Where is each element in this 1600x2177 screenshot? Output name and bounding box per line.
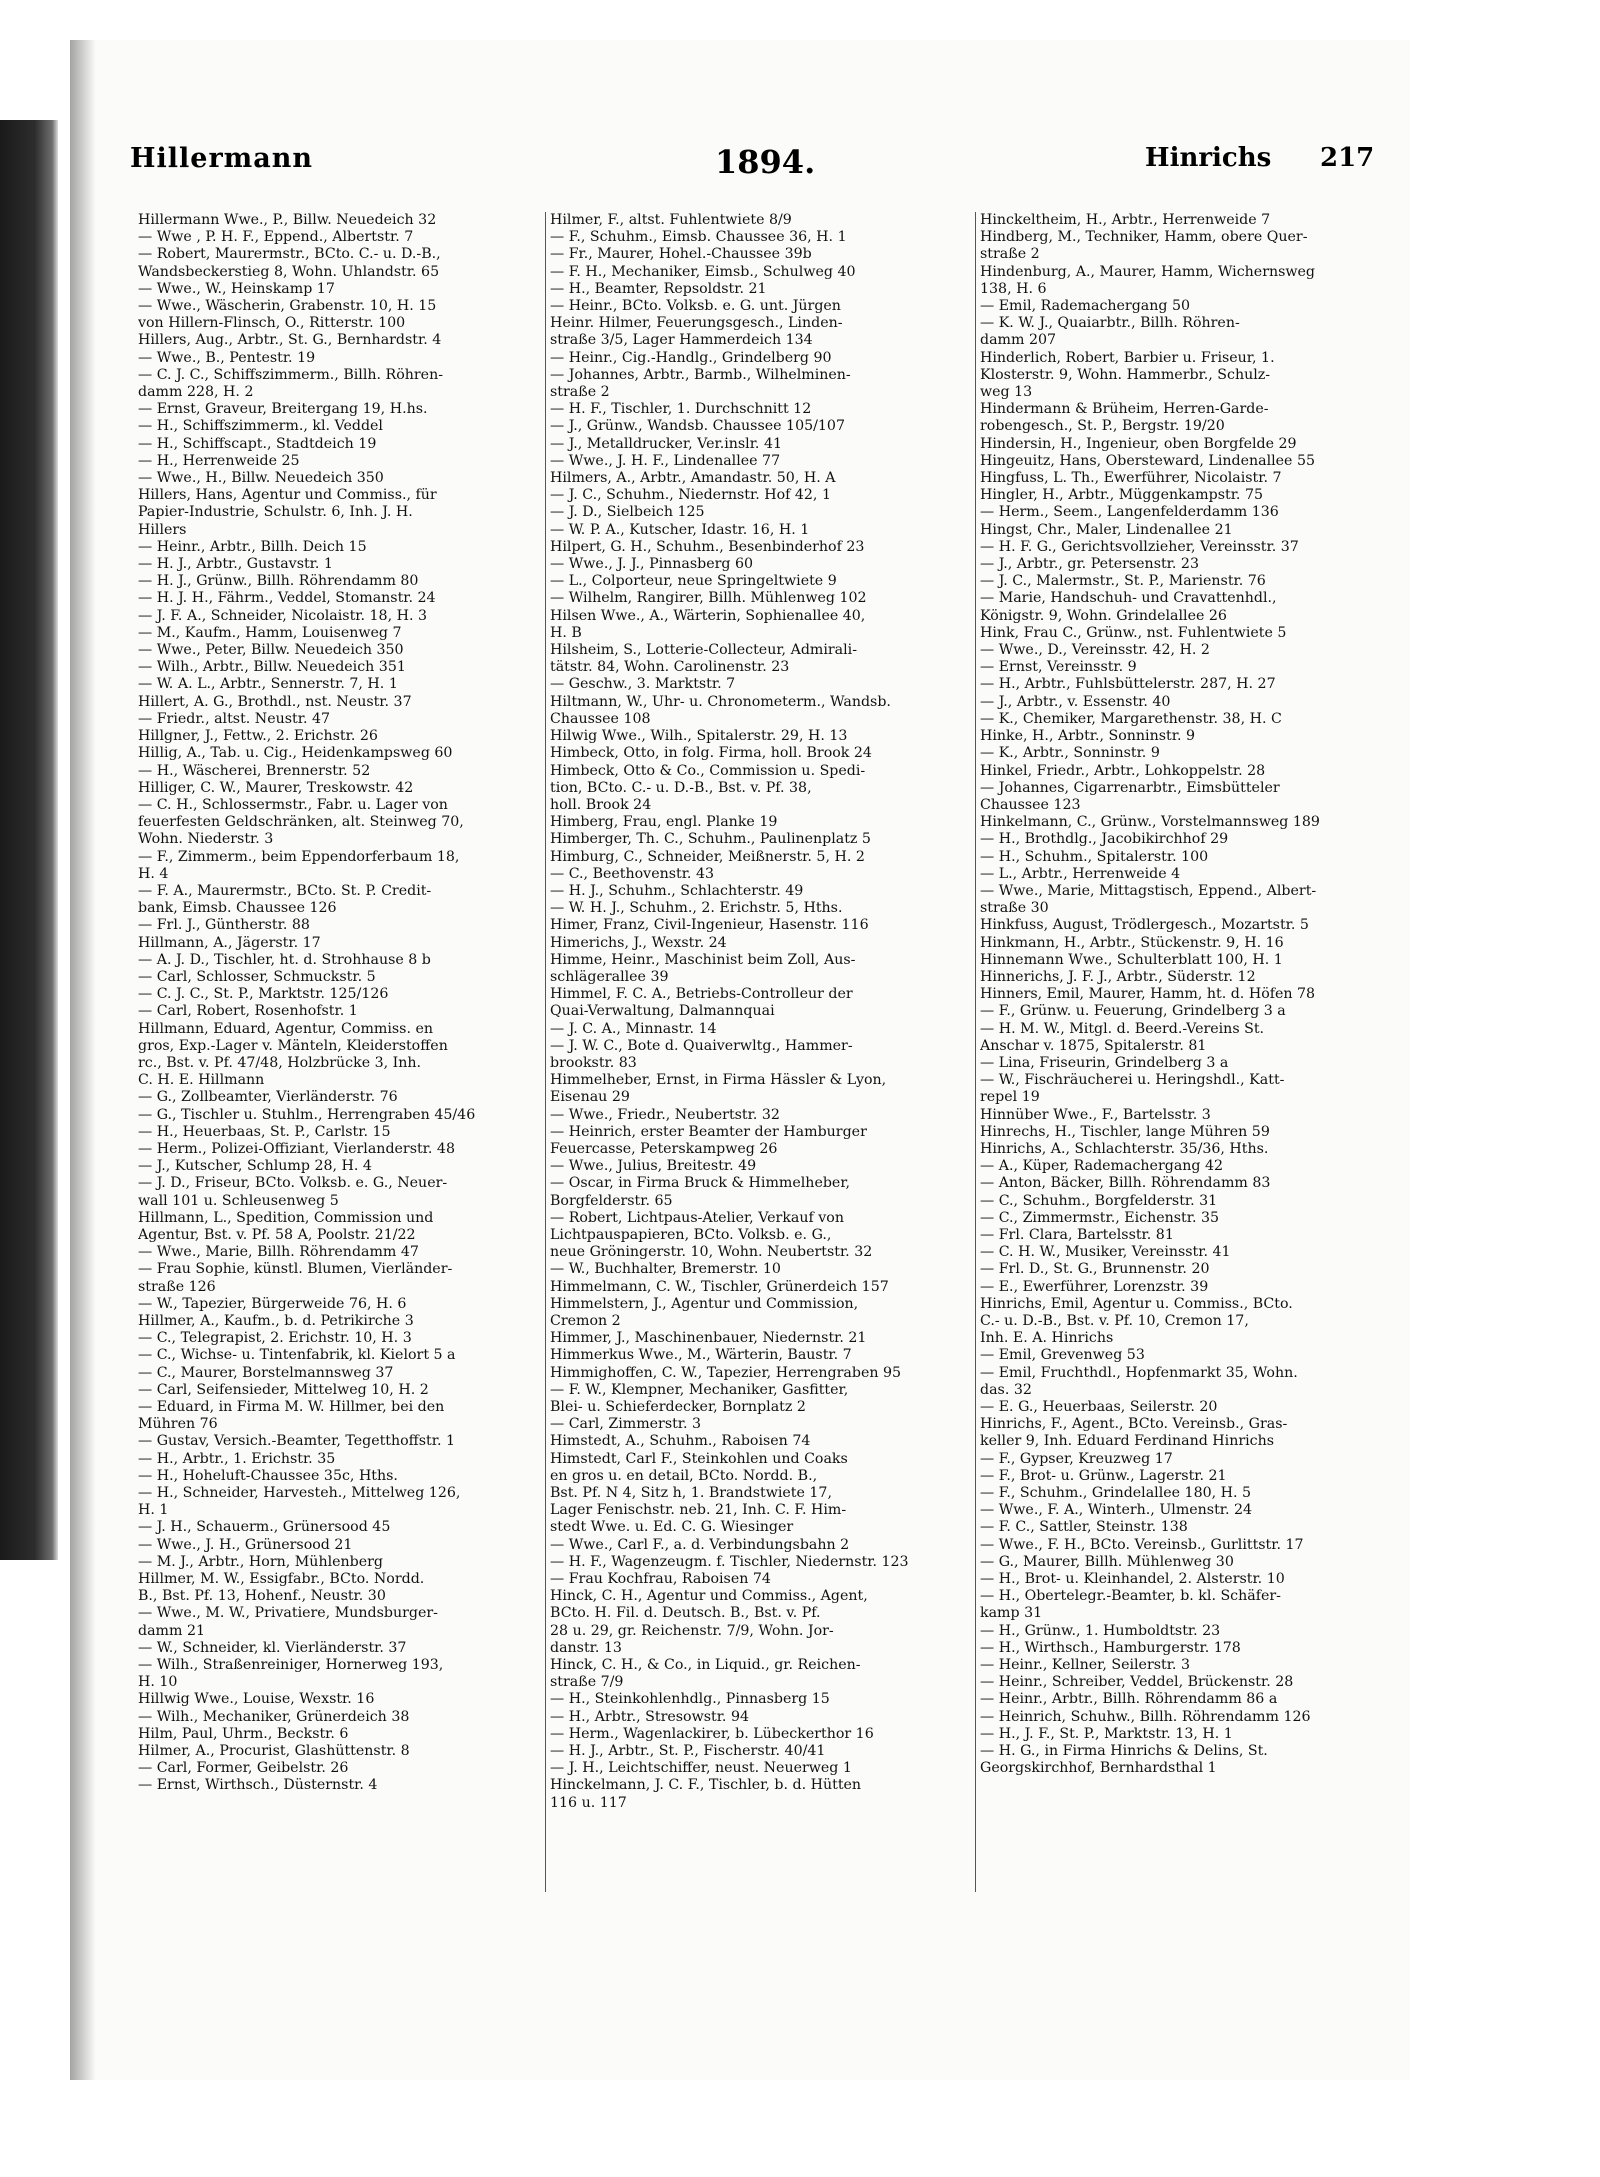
directory-entry-line: — Heinr., Arbtr., Billh. Röhrendamm 86 a: [980, 1691, 1278, 1708]
directory-entry-line: Hinners, Emil, Maurer, Hamm, ht. d. Höfen 78: [980, 986, 1316, 1003]
directory-entry-line: — A. J. D., Tischler, ht. d. Strohhause 8 b: [138, 951, 431, 968]
directory-entry-line: Quai-Verwaltung, Dalmannquai: [550, 1003, 775, 1020]
directory-entry-line: H. 1: [138, 1502, 169, 1519]
directory-entry-line: Hinke, H., Arbtr., Sonninstr. 9: [980, 728, 1195, 745]
directory-entry-line: Hinkelmann, C., Grünw., Vorstelmannsweg 189: [980, 814, 1320, 831]
directory-entry-line: Hilmer, F., altst. Fuhlentwiete 8/9: [550, 212, 792, 228]
directory-entry-line: — J., Grünw., Wandsb. Chaussee 105/107: [550, 418, 845, 435]
directory-entry-line: Inh. E. A. Hinrichs: [980, 1330, 1114, 1347]
directory-entry-line: — Wwe , P. H. F., Eppend., Albertstr. 7: [138, 229, 414, 246]
directory-entry-line: Himme, Heinr., Maschinist beim Zoll, Aus-: [550, 951, 856, 968]
directory-entry-line: — Heinrich, erster Beamter der Hamburger: [550, 1123, 867, 1140]
directory-entry-line: Hinckelmann, J. C. F., Tischler, b. d. Hütten: [550, 1777, 862, 1794]
directory-entry-line: holl. Brook 24: [550, 796, 652, 813]
directory-entry-line: — Johannes, Arbtr., Barmb., Wilhelminen-: [550, 366, 851, 383]
directory-entry-line: — Johannes, Cigarrenarbtr., Eimsbütteler: [980, 779, 1280, 796]
directory-entry-line: Hillwig Wwe., Louise, Wexstr. 16: [138, 1691, 375, 1708]
directory-entry-line: robengesch., St. P., Bergstr. 19/20: [980, 418, 1225, 435]
directory-entry-line: — H., Obertelegr.-Beamter, b. kl. Schäfer-: [980, 1588, 1281, 1605]
directory-entry-line: — H., J. F., St. P., Marktstr. 13, H. 1: [980, 1725, 1233, 1742]
directory-entry-line: — J. F. A., Schneider, Nicolaistr. 18, H. 3: [138, 607, 428, 624]
directory-entry-line: Hinck, C. H., & Co., in Liquid., gr. Reichen-: [550, 1657, 861, 1674]
directory-entry-line: — H., Arbtr., 1. Erichstr. 35: [138, 1450, 336, 1467]
directory-entry-line: — H. J., Arbtr., St. P., Fischerstr. 40/41: [550, 1743, 826, 1760]
directory-entry-line: Hindermann & Brüheim, Herren-Garde-: [980, 401, 1269, 418]
directory-entry-line: H. 10: [138, 1674, 178, 1691]
directory-entry-line: Hindenburg, A., Maurer, Hamm, Wichernsweg: [980, 263, 1316, 280]
directory-entry-line: straße 126: [138, 1278, 216, 1295]
directory-entry-line: — Herm., Polizei-Offiziant, Vierlanderstr. 48: [138, 1140, 455, 1157]
directory-entry-line: — Carl, Seifensieder, Mittelweg 10, H. 2: [138, 1381, 429, 1398]
directory-entry-line: Himmerkus Wwe., M., Wärterin, Baustr. 7: [550, 1347, 852, 1364]
directory-entry-line: Himberg, Frau, engl. Planke 19: [550, 814, 778, 831]
directory-entry-line: — W., Buchhalter, Bremerstr. 10: [550, 1261, 781, 1278]
directory-entry-line: Himmelmann, C. W., Tischler, Grünerdeich 157: [550, 1278, 889, 1295]
directory-entry-line: tion, BCto. C.- u. D.-B., Bst. v. Pf. 38,: [550, 779, 812, 796]
directory-entry-line: Mühren 76: [138, 1416, 218, 1433]
directory-entry-line: Hillmann, A., Jägerstr. 17: [138, 934, 321, 951]
directory-entry-line: — K., Chemiker, Margarethenstr. 38, H. C: [980, 710, 1282, 727]
directory-entry-line: — F., Brot- u. Grünw., Lagerstr. 21: [980, 1467, 1227, 1484]
directory-entry-line: Hilsheim, S., Lotterie-Collecteur, Admirali-: [550, 642, 858, 659]
directory-entry-line: — C., Telegrapist, 2. Erichstr. 10, H. 3: [138, 1330, 412, 1347]
directory-entry-line: — Wwe., Friedr., Neubertstr. 32: [550, 1106, 780, 1123]
directory-entry-line: — Carl, Schlosser, Schmuckstr. 5: [138, 968, 376, 985]
directory-entry-line: — H., Arbtr., Stresowstr. 94: [550, 1708, 750, 1725]
directory-entry-line: Hillmer, M. W., Essigfabr., BCto. Nordd.: [138, 1571, 425, 1588]
directory-entry-line: Himmer, J., Maschinenbauer, Niedernstr. 21: [550, 1330, 867, 1347]
directory-entry-line: — Heinr., Arbtr., Billh. Deich 15: [138, 538, 367, 555]
directory-entry-line: Hink, Frau C., Grünw., nst. Fuhlentwiete 5: [980, 624, 1287, 641]
directory-entry-line: — H., Schiffszimmerm., kl. Veddel: [138, 418, 383, 435]
directory-entry-line: Hinck, C. H., Agentur und Commiss., Agent,: [550, 1588, 868, 1605]
directory-entry-line: straße 7/9: [550, 1674, 624, 1691]
directory-entry-line: Hillert, A. G., Brothdl., nst. Neustr. 37: [138, 693, 412, 710]
scanner-left-edge: [0, 120, 58, 1560]
directory-entry-line: Hinkel, Friedr., Arbtr., Lohkoppelstr. 28: [980, 762, 1266, 779]
directory-entry-line: Himer, Franz, Civil-Ingenieur, Hasenstr. 116: [550, 917, 869, 934]
directory-entry-line: Hillmann, L., Spedition, Commission und: [138, 1209, 434, 1226]
directory-entry-line: — H., Herrenweide 25: [138, 452, 300, 469]
directory-entry-line: — Marie, Handschuh- und Cravattenhdl.,: [980, 590, 1277, 607]
directory-entry-line: stedt Wwe. u. Ed. C. G. Wiesinger: [550, 1519, 794, 1536]
directory-entry-line: Hilsen Wwe., A., Wärterin, Sophienallee 40,: [550, 607, 866, 624]
directory-entry-line: — Heinr., Cig.-Handlg., Grindelberg 90: [550, 349, 832, 366]
directory-entry-line: — H., Heuerbaas, St. P., Carlstr. 15: [138, 1123, 391, 1140]
directory-entry-line: — Heinrich, Schuhw., Billh. Röhrendamm 126: [980, 1708, 1311, 1725]
directory-entry-line: — F. A., Maurermstr., BCto. St. P. Credit-: [138, 882, 432, 899]
directory-entry-line: keller 9, Inh. Eduard Ferdinand Hinrichs: [980, 1433, 1275, 1450]
directory-entry-line: — H., Brothdlg., Jacobikirchhof 29: [980, 831, 1229, 848]
directory-entry-line: — Wwe., F. H., BCto. Vereinsb., Gurlittstr. 17: [980, 1536, 1304, 1553]
directory-entry-line: damm 228, H. 2: [138, 384, 254, 401]
directory-entry-line: — Wwe., F. A., Winterh., Ulmenstr. 24: [980, 1502, 1253, 1519]
directory-entry-line: — F., Schuhm., Eimsb. Chaussee 36, H. 1: [550, 229, 847, 246]
directory-entry-line: Hinnemann Wwe., Schulterblatt 100, H. 1: [980, 951, 1283, 968]
directory-entry-line: straße 30: [980, 900, 1049, 917]
directory-entry-line: Hingler, H., Arbtr., Müggenkampstr. 75: [980, 487, 1263, 504]
directory-entry-line: Klosterstr. 9, Wohn. Hammerbr., Schulz-: [980, 366, 1271, 383]
directory-entry-line: Borgfelderstr. 65: [550, 1192, 673, 1209]
running-head-right: Hinrichs: [1145, 143, 1272, 173]
running-head-left: Hillermann: [130, 143, 314, 174]
directory-entry-line: Hinrichs, F., Agent., BCto. Vereinsb., Gras-: [980, 1416, 1288, 1433]
directory-entry-line: Papier-Industrie, Schulstr. 6, Inh. J. H.: [138, 504, 413, 521]
directory-entry-line: — H., Wirthsch., Hamburgerstr. 178: [980, 1639, 1241, 1656]
directory-entry-line: Wandsbeckerstieg 8, Wohn. Uhlandstr. 65: [138, 263, 440, 280]
directory-entry-line: Hinrechs, H., Tischler, lange Mühren 59: [980, 1123, 1270, 1140]
directory-entry-line: — J., Metalldrucker, Ver.inslr. 41: [550, 435, 783, 452]
directory-entry-line: Himbeck, Otto, in folg. Firma, holl. Brook 24: [550, 745, 872, 762]
directory-entry-line: — C., Schuhm., Borgfelderstr. 31: [980, 1192, 1218, 1209]
directory-entry-line: — H. J., Schuhm., Schlachterstr. 49: [550, 882, 804, 899]
directory-entry-line: Hinkfuss, August, Trödlergesch., Mozartstr. 5: [980, 917, 1309, 934]
directory-entry-line: — J. H., Schauerm., Grünersood 45: [138, 1519, 391, 1536]
directory-entry-line: — H., Steinkohlenhdlg., Pinnasberg 15: [550, 1691, 830, 1708]
directory-entry-line: — Heinr., BCto. Volksb. e. G. unt. Jürgen: [550, 298, 841, 315]
directory-entry-line: — F., Grünw. u. Feuerung, Grindelberg 3 a: [980, 1003, 1286, 1020]
directory-entry-line: BCto. H. Fil. d. Deutsch. B., Bst. v. Pf.: [550, 1605, 821, 1622]
directory-entry-line: — C., Beethovenstr. 43: [550, 865, 714, 882]
directory-entry-line: — C. H. W., Musiker, Vereinsstr. 41: [980, 1244, 1231, 1261]
directory-entry-line: weg 13: [980, 384, 1033, 401]
directory-entry-line: — Emil, Rademachergang 50: [980, 298, 1191, 315]
directory-entry-line: — H. F., Wagenzeugm. f. Tischler, Niedernstr. 123: [550, 1553, 909, 1570]
directory-entry-line: B., Bst. Pf. 13, Hohenf., Neustr. 30: [138, 1588, 386, 1605]
directory-entry-line: — Carl, Zimmerstr. 3: [550, 1416, 702, 1433]
directory-column-2: [550, 212, 942, 1812]
directory-entry-line: straße 3/5, Lager Hammerdeich 134: [550, 332, 813, 349]
directory-entry-line: — Wwe., Julius, Breitestr. 49: [550, 1158, 757, 1175]
directory-entry-line: — Wwe., J. H., Grünersood 21: [138, 1536, 353, 1553]
directory-entry-line: — W., Tapezier, Bürgerweide 76, H. 6: [138, 1295, 407, 1312]
directory-entry-line: — Wwe., W., Heinskamp 17: [138, 280, 335, 297]
page-number: 217: [1320, 143, 1375, 173]
directory-entry-line: — H. J., Grünw., Billh. Röhrendamm 80: [138, 573, 419, 590]
directory-entry-line: Himstedt, A., Schuhm., Raboisen 74: [550, 1433, 811, 1450]
directory-entry-line: neue Gröningerstr. 10, Wohn. Neubertstr. 32: [550, 1244, 873, 1261]
directory-entry-line: H. 4: [138, 865, 169, 882]
directory-entry-line: rc., Bst. v. Pf. 47/48, Holzbrücke 3, Inh.: [138, 1054, 422, 1071]
directory-entry-line: Hingeuitz, Hans, Obersteward, Lindenallee 55: [980, 452, 1316, 469]
directory-entry-line: — Robert, Maurermstr., BCto. C.- u. D.-B.,: [138, 246, 441, 263]
directory-entry-line: — C. J. C., St. P., Marktstr. 125/126: [138, 986, 389, 1003]
directory-entry-line: — Wwe., B., Pentestr. 19: [138, 349, 316, 366]
directory-entry-line: Lichtpauspapieren, BCto. Volksb. e. G.,: [550, 1226, 832, 1243]
directory-entry-line: H. B: [550, 624, 582, 641]
directory-entry-line: wall 101 u. Schleusenweg 5: [138, 1192, 339, 1209]
directory-entry-line: — Wwe., D., Vereinsstr. 42, H. 2: [980, 642, 1210, 659]
directory-entry-line: — C. H., Schlossermstr., Fabr. u. Lager von: [138, 796, 448, 813]
directory-entry-line: — Heinr., Kellner, Seilerstr. 3: [980, 1657, 1190, 1674]
directory-entry-line: — W. H. J., Schuhm., 2. Erichstr. 5, Hths.: [550, 900, 843, 917]
directory-entry-line: — Frau Kochfrau, Raboisen 74: [550, 1571, 771, 1588]
directory-entry-line: Wohn. Niederstr. 3: [138, 831, 274, 848]
directory-entry-line: — Wilh., Straßenreiniger, Hornerweg 193,: [138, 1657, 444, 1674]
directory-entry-line: Himerichs, J., Wexstr. 24: [550, 934, 727, 951]
directory-entry-line: gros, Exp.-Lager v. Mänteln, Kleiderstoffen: [138, 1037, 448, 1054]
directory-entry-line: — Gustav, Versich.-Beamter, Tegetthoffstr. 1: [138, 1433, 456, 1450]
directory-entry-line: schlägerallee 39: [550, 968, 669, 985]
directory-entry-line: — J. C., Malermstr., St. P., Marienstr. 76: [980, 573, 1266, 590]
directory-entry-line: — Carl, Robert, Rosenhofstr. 1: [138, 1003, 358, 1020]
directory-entry-line: — E., Ewerführer, Lorenzstr. 39: [980, 1278, 1209, 1295]
directory-entry-line: Königstr. 9, Wohn. Grindelallee 26: [980, 607, 1227, 624]
directory-entry-line: — F., Schuhm., Grindelallee 180, H. 5: [980, 1485, 1252, 1502]
directory-entry-line: Hinrichs, A., Schlachterstr. 35/36, Hths.: [980, 1140, 1269, 1157]
directory-entry-line: Hilliger, C. W., Maurer, Treskowstr. 42: [138, 779, 414, 796]
directory-entry-line: damm 207: [980, 332, 1057, 349]
directory-entry-line: — Ernst, Graveur, Breitergang 19, H.hs.: [138, 401, 428, 418]
directory-entry-line: Hilpert, G. H., Schuhm., Besenbinderhof 23: [550, 538, 865, 555]
directory-entry-line: — G., Maurer, Billh. Mühlenweg 30: [980, 1553, 1234, 1570]
directory-entry-line: — Frau Sophie, künstl. Blumen, Vierländer-: [138, 1261, 453, 1278]
directory-entry-line: — Wwe., Wäscherin, Grabenstr. 10, H. 15: [138, 298, 437, 315]
directory-entry-line: Himberger, Th. C., Schuhm., Paulinenplatz 5: [550, 831, 871, 848]
directory-entry-line: en gros u. en detail, BCto. Nordd. B.,: [550, 1467, 818, 1484]
directory-entry-line: Chaussee 108: [550, 710, 651, 727]
directory-entry-line: Hinderlich, Robert, Barbier u. Friseur, 1.: [980, 349, 1275, 366]
directory-entry-line: — H. F., Tischler, 1. Durchschnitt 12: [550, 401, 812, 418]
directory-entry-line: — W. P. A., Kutscher, Idastr. 16, H. 1: [550, 521, 810, 538]
directory-entry-line: — Wilh., Arbtr., Billw. Neuedeich 351: [138, 659, 406, 676]
directory-entry-line: Blei- u. Schieferdecker, Bornplatz 2: [550, 1399, 806, 1416]
directory-entry-line: Himmelstern, J., Agentur und Commission,: [550, 1295, 859, 1312]
directory-entry-line: — C., Wichse- u. Tintenfabrik, kl. Kielort 5 a: [138, 1347, 456, 1364]
directory-entry-line: — F., Gypser, Kreuzweg 17: [980, 1450, 1173, 1467]
directory-entry-line: — Herm., Wagenlackirer, b. Lübeckerthor 16: [550, 1725, 874, 1742]
directory-entry-line: Lager Fenischstr. neb. 21, Inh. C. F. Him-: [550, 1502, 847, 1519]
directory-entry-line: Hindersin, H., Ingenieur, oben Borgfelde 29: [980, 435, 1297, 452]
directory-entry-line: — C., Maurer, Borstelmannsweg 37: [138, 1364, 394, 1381]
column-divider-2: [975, 212, 976, 1892]
directory-entry-line: 116 u. 117: [550, 1794, 627, 1811]
directory-entry-line: — K. W. J., Quaiarbtr., Billh. Röhren-: [980, 315, 1240, 332]
directory-entry-line: Hingfuss, L. Th., Ewerführer, Nicolaistr. 7: [980, 470, 1282, 487]
directory-entry-line: — J., Arbtr., gr. Petersenstr. 23: [980, 556, 1199, 573]
directory-entry-line: — J. D., Sielbeich 125: [550, 504, 705, 521]
directory-entry-line: Hinnerichs, J. F. J., Arbtr., Süderstr. 12: [980, 968, 1256, 985]
directory-entry-line: — G., Zollbeamter, Vierländerstr. 76: [138, 1089, 398, 1106]
directory-entry-line: — W., Fischräucherei u. Heringshdl., Katt-: [980, 1072, 1285, 1089]
directory-entry-line: Himmel, F. C. A., Betriebs-Controlleur der: [550, 986, 853, 1003]
directory-entry-line: 138, H. 6: [980, 280, 1047, 297]
directory-entry-line: Hillgner, J., Fettw., 2. Erichstr. 26: [138, 728, 378, 745]
directory-entry-line: — Emil, Grevenweg 53: [980, 1347, 1145, 1364]
directory-entry-line: — Robert, Lichtpaus-Atelier, Verkauf von: [550, 1209, 844, 1226]
directory-entry-line: — Emil, Fruchthdl., Hopfenmarkt 35, Wohn.: [980, 1364, 1298, 1381]
directory-entry-line: Chaussee 123: [980, 796, 1081, 813]
directory-entry-line: — Herm., Seem., Langenfelderdamm 136: [980, 504, 1279, 521]
directory-entry-line: — H., Grünw., 1. Humboldtstr. 23: [980, 1622, 1221, 1639]
directory-entry-line: — J. C., Schuhm., Niedernstr. Hof 42, 1: [550, 487, 831, 504]
directory-entry-line: Himmelheber, Ernst, in Firma Hässler & Lyon,: [550, 1072, 887, 1089]
directory-entry-line: Agentur, Bst. v. Pf. 58 A, Poolstr. 21/22: [138, 1226, 416, 1243]
directory-entry-line: — Heinr., Schreiber, Veddel, Brückenstr. 28: [980, 1674, 1294, 1691]
directory-entry-line: Himbeck, Otto & Co., Commission u. Spedi-: [550, 762, 866, 779]
directory-entry-line: — C., Zimmermstr., Eichenstr. 35: [980, 1209, 1220, 1226]
directory-entry-line: — A., Küper, Rademachergang 42: [980, 1158, 1224, 1175]
directory-entry-line: — Geschw., 3. Marktstr. 7: [550, 676, 736, 693]
directory-entry-line: — F. C., Sattler, Steinstr. 138: [980, 1519, 1188, 1536]
directory-entry-line: straße 2: [550, 384, 610, 401]
directory-entry-line: Hiltmann, W., Uhr- u. Chronometerm., Wandsb.: [550, 693, 891, 710]
directory-entry-line: — Wwe., Carl F., a. d. Verbindungsbahn 2: [550, 1536, 850, 1553]
directory-entry-line: Bst. Pf. N 4, Sitz h, 1. Brandstwiete 17,: [550, 1485, 832, 1502]
directory-entry-line: repel 19: [980, 1089, 1040, 1106]
directory-entry-line: — Fr., Maurer, Hohel.-Chaussee 39b: [550, 246, 812, 263]
directory-entry-line: kamp 31: [980, 1605, 1043, 1622]
directory-entry-line: — H., Hoheluft-Chaussee 35c, Hths.: [138, 1467, 398, 1484]
directory-entry-line: Anschar v. 1875, Spitalerstr. 81: [980, 1037, 1207, 1054]
directory-entry-line: Hilmers, A., Arbtr., Amandastr. 50, H. A: [550, 470, 836, 487]
directory-entry-line: — H., Arbtr., Fuhlsbüttelerstr. 287, H. 27: [980, 676, 1276, 693]
directory-entry-line: — Frl. J., Güntherstr. 88: [138, 917, 310, 934]
directory-entry-line: Hillermann Wwe., P., Billw. Neuedeich 32: [138, 212, 437, 228]
directory-entry-line: straße 2: [980, 246, 1040, 263]
page-gutter-shadow: [70, 40, 96, 2080]
directory-entry-line: Himburg, C., Schneider, Meißnerstr. 5, H. 2: [550, 848, 865, 865]
directory-entry-line: Cremon 2: [550, 1313, 621, 1329]
directory-entry-line: — Lina, Friseurin, Grindelberg 3 a: [980, 1054, 1229, 1071]
directory-entry-line: Hinnüber Wwe., F., Bartelsstr. 3: [980, 1106, 1211, 1123]
directory-entry-line: Hindberg, M., Techniker, Hamm, obere Quer-: [980, 229, 1308, 246]
directory-column-3: [980, 212, 1372, 1777]
directory-entry-line: Hinckeltheim, H., Arbtr., Herrenweide 7: [980, 212, 1271, 228]
directory-entry-line: Hillers, Hans, Agentur und Commiss., für: [138, 487, 437, 504]
directory-entry-line: — Ernst, Wirthsch., Düsternstr. 4: [138, 1777, 378, 1794]
directory-entry-line: — L., Colporteur, neue Springeltwiete 9: [550, 573, 837, 590]
directory-entry-line: — J. C. A., Minnastr. 14: [550, 1020, 717, 1037]
directory-entry-line: — W. A. L., Arbtr., Sennerstr. 7, H. 1: [138, 676, 398, 693]
directory-entry-line: — H. G., in Firma Hinrichs & Delins, St.: [980, 1743, 1268, 1760]
directory-entry-line: — Wwe., H., Billw. Neuedeich 350: [138, 470, 384, 487]
directory-entry-line: Hillig, A., Tab. u. Cig., Heidenkampsweg 60: [138, 745, 453, 762]
directory-entry-line: Heinr. Hilmer, Feuerungsgesch., Linden-: [550, 315, 843, 332]
directory-entry-line: brookstr. 83: [550, 1054, 637, 1071]
directory-entry-line: — Wwe., J. J., Pinnasberg 60: [550, 556, 754, 573]
directory-entry-line: — J., Kutscher, Schlump 28, H. 4: [138, 1158, 372, 1175]
directory-entry-line: — Wilhelm, Rangirer, Billh. Mühlenweg 102: [550, 590, 867, 607]
directory-entry-line: — H., Schuhm., Spitalerstr. 100: [980, 848, 1209, 865]
page-bottom-margin: [0, 2082, 1600, 2177]
directory-entry-line: — E. G., Heuerbaas, Seilerstr. 20: [980, 1399, 1218, 1416]
directory-entry-line: Hillers, Aug., Arbtr., St. G., Bernhardstr. 4: [138, 332, 442, 349]
directory-entry-line: — Frl. D., St. G., Brunnenstr. 20: [980, 1261, 1210, 1278]
directory-entry-line: — Wwe., M. W., Privatiere, Mundsburger-: [138, 1605, 438, 1622]
directory-entry-line: — Wilh., Mechaniker, Grünerdeich 38: [138, 1708, 410, 1725]
directory-entry-line: das. 32: [980, 1381, 1032, 1398]
directory-entry-line: — J., Arbtr., v. Essenstr. 40: [980, 693, 1171, 710]
directory-entry-line: — J. D., Friseur, BCto. Volksb. e. G., Neuer-: [138, 1175, 448, 1192]
directory-entry-line: tätstr. 84, Wohn. Carolinenstr. 23: [550, 659, 790, 676]
directory-entry-line: — F. W., Klempner, Mechaniker, Gasfitter,: [550, 1381, 849, 1398]
directory-entry-line: — H., Beamter, Repsoldstr. 21: [550, 280, 767, 297]
directory-entry-line: Hilm, Paul, Uhrm., Beckstr. 6: [138, 1725, 349, 1742]
directory-entry-line: — H., Schiffscapt., Stadtdeich 19: [138, 435, 377, 452]
directory-entry-line: — J. H., Leichtschiffer, neust. Neuerweg 1: [550, 1760, 852, 1777]
directory-entry-line: — Frl. Clara, Bartelsstr. 81: [980, 1226, 1174, 1243]
directory-entry-line: Himstedt, Carl F., Steinkohlen und Coaks: [550, 1450, 848, 1467]
directory-entry-line: — Wwe., Marie, Mittagstisch, Eppend., Albert-: [980, 882, 1317, 899]
directory-entry-line: — Eduard, in Firma M. W. Hillmer, bei den: [138, 1399, 445, 1416]
directory-entry-line: damm 21: [138, 1622, 206, 1639]
directory-entry-line: — F., Zimmerm., beim Eppendorferbaum 18,: [138, 848, 460, 865]
directory-entry-line: — H. J., Arbtr., Gustavstr. 1: [138, 556, 333, 573]
directory-entry-line: — Carl, Former, Geibelstr. 26: [138, 1760, 349, 1777]
directory-entry-line: C.- u. D.-B., Bst. v. Pf. 10, Cremon 17,: [980, 1313, 1249, 1329]
directory-entry-line: — H., Schneider, Harvesteh., Mittelweg 126,: [138, 1485, 461, 1502]
page-year: 1894.: [715, 143, 816, 181]
directory-entry-line: danstr. 13: [550, 1639, 622, 1656]
directory-entry-line: — K., Arbtr., Sonninstr. 9: [980, 745, 1160, 762]
directory-entry-line: — Wwe., Marie, Billh. Röhrendamm 47: [138, 1244, 419, 1261]
directory-entry-line: — H. F. G., Gerichtsvollzieher, Vereinsstr. 37: [980, 538, 1299, 555]
directory-entry-line: — J. W. C., Bote d. Quaiverwltg., Hammer-: [550, 1037, 853, 1054]
directory-entry-line: — Ernst, Vereinsstr. 9: [980, 659, 1137, 676]
directory-entry-line: — Friedr., altst. Neustr. 47: [138, 710, 331, 727]
directory-entry-line: — F. H., Mechaniker, Eimsb., Schulweg 40: [550, 263, 856, 280]
directory-entry-line: — M. J., Arbtr., Horn, Mühlenberg: [138, 1553, 383, 1570]
directory-entry-line: Himmighoffen, C. W., Tapezier, Herrengraben 95: [550, 1364, 902, 1381]
directory-entry-line: — W., Schneider, kl. Vierländerstr. 37: [138, 1639, 407, 1656]
directory-entry-line: Hillers: [138, 521, 187, 538]
directory-entry-line: Eisenau 29: [550, 1089, 630, 1106]
directory-entry-line: — Wwe., Peter, Billw. Neuedeich 350: [138, 642, 404, 659]
directory-entry-line: — H. M. W., Mitgl. d. Beerd.-Vereins St.: [980, 1020, 1265, 1037]
directory-entry-line: Hilwig Wwe., Wilh., Spitalerstr. 29, H. 13: [550, 728, 848, 745]
directory-entry-line: — H. J. H., Fährm., Veddel, Stomanstr. 24: [138, 590, 436, 607]
directory-entry-line: — H., Wäscherei, Brennerstr. 52: [138, 762, 371, 779]
directory-entry-line: — C. J. C., Schiffszimmerm., Billh. Röhren-: [138, 366, 443, 383]
directory-entry-line: — H., Brot- u. Kleinhandel, 2. Alsterstr. 10: [980, 1571, 1285, 1588]
directory-entry-line: C. H. E. Hillmann: [138, 1072, 265, 1089]
column-divider-1: [545, 212, 546, 1892]
directory-entry-line: — Oscar, in Firma Bruck & Himmelheber,: [550, 1175, 851, 1192]
directory-entry-line: — G., Tischler u. Stuhlm., Herrengraben 45/46: [138, 1106, 476, 1123]
directory-entry-line: — M., Kaufm., Hamm, Louisenweg 7: [138, 624, 402, 641]
directory-entry-line: feuerfesten Geldschränken, alt. Steinweg 70,: [138, 814, 464, 831]
directory-entry-line: Hilmer, A., Procurist, Glashüttenstr. 8: [138, 1743, 410, 1760]
directory-entry-line: Feuercasse, Peterskampweg 26: [550, 1140, 778, 1157]
directory-entry-line: Hinkmann, H., Arbtr., Stückenstr. 9, H. 16: [980, 934, 1284, 951]
directory-entry-line: Hillmann, Eduard, Agentur, Commiss. en: [138, 1020, 434, 1037]
directory-entry-line: Hillmer, A., Kaufm., b. d. Petrikirche 3: [138, 1313, 414, 1329]
directory-entry-line: Hinrichs, Emil, Agentur u. Commiss., BCto.: [980, 1295, 1293, 1312]
directory-entry-line: 28 u. 29, gr. Reichenstr. 7/9, Wohn. Jor-: [550, 1622, 834, 1639]
directory-entry-line: Hingst, Chr., Maler, Lindenallee 21: [980, 521, 1233, 538]
page-header: [55, 143, 1375, 193]
directory-entry-line: Georgskirchhof, Bernhardsthal 1: [980, 1760, 1217, 1777]
directory-entry-line: von Hillern-Flinsch, O., Ritterstr. 100: [138, 315, 406, 332]
directory-entry-line: — Anton, Bäcker, Billh. Röhrendamm 83: [980, 1175, 1271, 1192]
directory-entry-line: bank, Eimsb. Chaussee 126: [138, 900, 337, 917]
directory-entry-line: — Wwe., J. H. F., Lindenallee 77: [550, 452, 781, 469]
directory-entry-line: — L., Arbtr., Herrenweide 4: [980, 865, 1181, 882]
directory-column-1: [138, 212, 530, 1795]
